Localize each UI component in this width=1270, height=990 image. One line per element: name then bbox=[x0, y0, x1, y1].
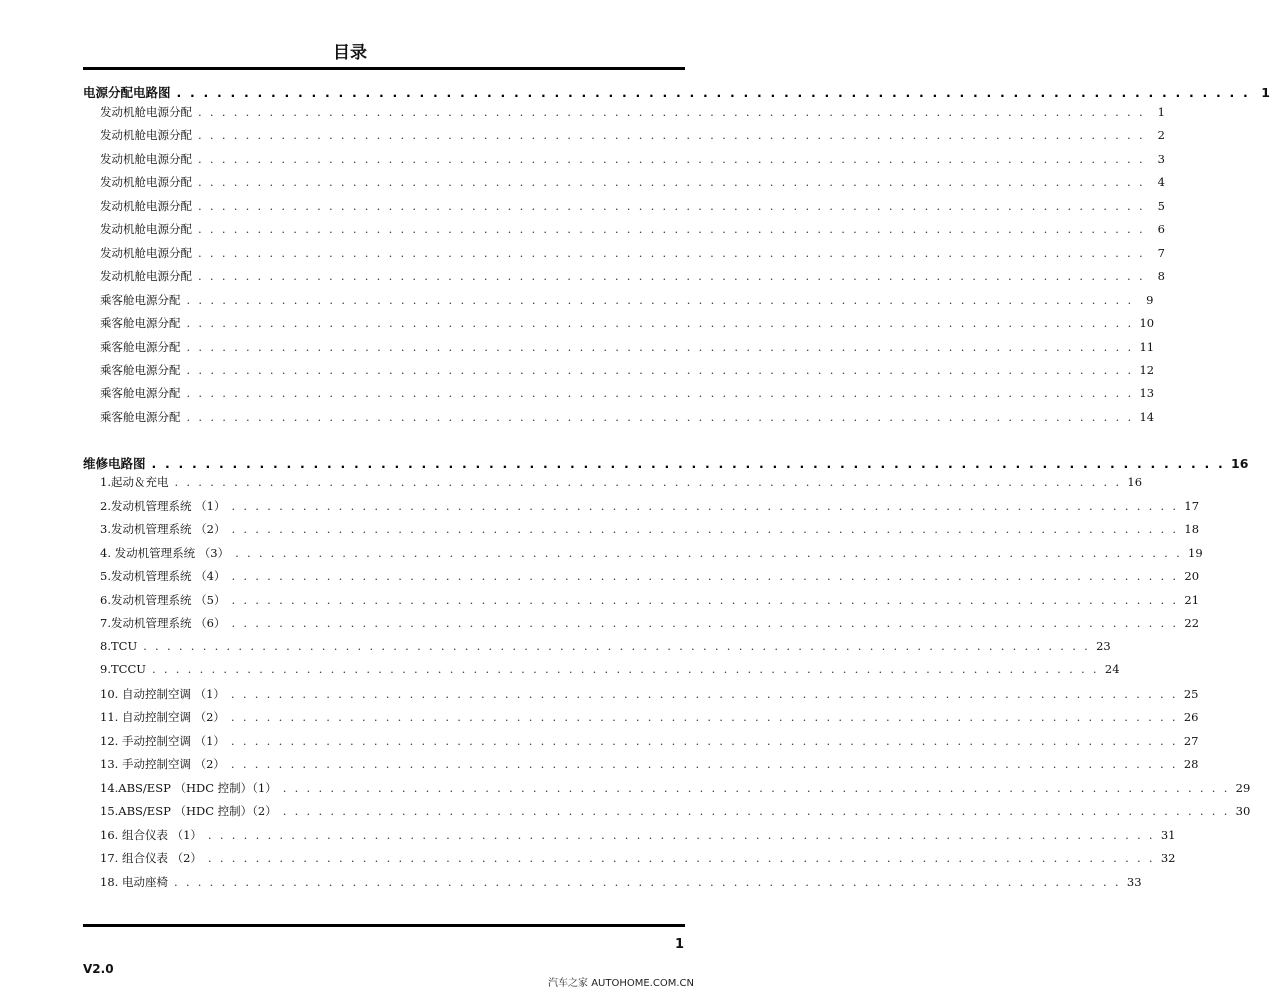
entry-title: 18. 电动座椅 bbox=[100, 874, 168, 889]
toc-entry[interactable] bbox=[100, 498, 1200, 514]
entry-title: 发动机舱电源分配 bbox=[100, 222, 192, 237]
dot-leader: . . . . . . . . . . . . . . . . . . . . . . . . . . . . . . . . . . . . . . . . . . . . . . . . . . . . . . . . . . . . . . . . . . . . . . . . . . . . . . . . bbox=[230, 757, 1178, 771]
entry-page-number: 31 bbox=[1160, 827, 1176, 842]
entry-page-number: 7 bbox=[1157, 245, 1165, 260]
toc-entry[interactable] bbox=[100, 292, 1154, 308]
entry-page-number: 19 bbox=[1188, 545, 1203, 560]
dot-leader: . . . . . . . . . . . . . . . . . . . . . . . . . . . . . . . . . . . . . . . . . . . . . . . . . . . . . . . . . . . . . . . . . . . . . . . . . . . . . . . . bbox=[173, 874, 1121, 889]
dot-leader: . . . . . . . . . . . . . . . . . . . . . . . . . . . . . . . . . . . . . . . . . . . . . . . . . . . . . . . . . . . . . . . . . . . . . . . . . . . . . . . . bbox=[231, 569, 1179, 583]
toc-entry[interactable] bbox=[100, 662, 1120, 676]
dot-leader: . . . . . . . . . . . . . . . . . . . . . . . . . . . . . . . . . . . . . . . . . . . . . . . . . . . . . . . . . . . . . . . . . . . . . . . . . . . . . . . . bbox=[186, 386, 1134, 401]
dot-leader: . . . . . . . . . . . . . . . . . . . . . . . . . . . . . . . . . . . . . . . . . . . . . . . . . . . . . . . . . . . . . . . . . . . . . . . . . . . . . . . . bbox=[198, 151, 1145, 166]
entry-title: 发动机舱电源分配 bbox=[100, 198, 192, 213]
dot-leader: . . . . . . . . . . . . . . . . . . . . . . . . . . . . . . . . . . . . . . . . . . . . . . . . . . . . . . . . . . . . . . . . . . . . . . . . . . . . . . . . bbox=[198, 269, 1145, 284]
dot-leader: . . . . . . . . . . . . . . . . . . . . . . . . . . . . . . . . . . . . . . . . . . . . . . . . . . . . . . . . . . . . . . . . . . . . . . . . . . . . . . . . bbox=[198, 198, 1145, 213]
entry-page-number: 9 bbox=[1146, 292, 1154, 307]
entry-page-number: 21 bbox=[1184, 592, 1200, 607]
entry-title: 发动机舱电源分配 bbox=[100, 269, 192, 284]
entry-page-number: 23 bbox=[1096, 638, 1111, 653]
toc-entry[interactable] bbox=[100, 221, 1165, 237]
entry-page-number: 4 bbox=[1157, 175, 1165, 190]
entry-page-number: 22 bbox=[1184, 616, 1200, 630]
dot-leader: . . . . . . . . . . . . . . . . . . . . . . . . . . . . . . . . . . . . . . . . . . . . . . . . . . . . . . . . . . . . . . . . . . . . . . . . . . . . . . . . bbox=[176, 85, 1250, 100]
toc-entry[interactable] bbox=[100, 268, 1165, 284]
toc-entry[interactable] bbox=[100, 827, 1176, 843]
toc-entry[interactable] bbox=[100, 104, 1165, 120]
toc-entry[interactable] bbox=[100, 362, 1155, 378]
section-title: 电源分配电路图 bbox=[83, 85, 171, 100]
entry-page-number: 30 bbox=[1235, 804, 1251, 818]
entry-page-number: 13 bbox=[1139, 386, 1155, 401]
entry-title: 3.发动机管理系统 （2） bbox=[100, 522, 226, 536]
entry-title: 乘客舱电源分配 bbox=[100, 409, 181, 424]
toc-entry[interactable] bbox=[100, 756, 1199, 772]
page-title: 目录 bbox=[333, 43, 367, 63]
top-divider bbox=[83, 67, 685, 70]
toc-entry[interactable] bbox=[100, 521, 1200, 537]
dot-leader: . . . . . . . . . . . . . . . . . . . . . . . . . . . . . . . . . . . . . . . . . . . . . . . . . . . . . . . . . . . . . . . . . . . . . . . . . . . . . . . . bbox=[198, 175, 1145, 190]
entry-title: 10. 自动控制空调 （1） bbox=[100, 686, 225, 701]
toc-entry[interactable] bbox=[100, 592, 1200, 608]
entry-page-number: 24 bbox=[1104, 662, 1120, 676]
entry-title: 发动机舱电源分配 bbox=[100, 151, 192, 166]
section-title: 维修电路图 bbox=[83, 456, 146, 471]
dot-leader: . . . . . . . . . . . . . . . . . . . . . . . . . . . . . . . . . . . . . . . . . . . . . . . . . . . . . . . . . . . . . . . . . . . . . . . . . . . . . . . . bbox=[231, 498, 1179, 513]
entry-page-number: 17 bbox=[1184, 498, 1200, 513]
bottom-divider bbox=[83, 924, 685, 927]
dot-leader: . . . . . . . . . . . . . . . . . . . . . . . . . . . . . . . . . . . . . . . . . . . . . . . . . . . . . . . . . . . . . . . . . . . . . . . . . . . . . . . . bbox=[282, 780, 1230, 795]
dot-leader: . . . . . . . . . . . . . . . . . . . . . . . . . . . . . . . . . . . . . . . . . . . . . . . . . . . . . . . . . . . . . . . . . . . . . . . . . . . . . . . . bbox=[151, 456, 1225, 471]
toc-entry[interactable] bbox=[100, 339, 1155, 355]
entry-page-number: 27 bbox=[1183, 733, 1199, 748]
dot-leader: . . . . . . . . . . . . . . . . . . . . . . . . . . . . . . . . . . . . . . . . . . . . . . . . . . . . . . . . . . . . . . . . . . . . . . . . . . . . . . . . bbox=[186, 316, 1134, 331]
dot-leader: . . . . . . . . . . . . . . . . . . . . . . . . . . . . . . . . . . . . . . . . . . . . . . . . . . . . . . . . . . . . . . . . . . . . . . . . . . . . . . . . bbox=[207, 851, 1155, 865]
entry-title: 6.发动机管理系统 （5） bbox=[100, 592, 226, 607]
entry-title: 4. 发动机管理系统 （3） bbox=[100, 545, 230, 560]
entry-title: 2.发动机管理系统 （1） bbox=[100, 498, 226, 513]
toc-entry[interactable] bbox=[100, 709, 1199, 725]
entry-title: 11. 自动控制空调 （2） bbox=[100, 710, 225, 724]
entry-title: 9.TCCU bbox=[100, 662, 146, 676]
toc-entry[interactable] bbox=[100, 474, 1143, 490]
entry-page-number: 11 bbox=[1139, 339, 1155, 354]
entry-page-number: 28 bbox=[1183, 757, 1199, 771]
entry-title: 乘客舱电源分配 bbox=[100, 292, 181, 307]
dot-leader: . . . . . . . . . . . . . . . . . . . . . . . . . . . . . . . . . . . . . . . . . . . . . . . . . . . . . . . . . . . . . . . . . . . . . . . . . . . . . . . . bbox=[186, 339, 1134, 354]
entry-title: 发动机舱电源分配 bbox=[100, 175, 192, 190]
entry-page-number: 10 bbox=[1139, 316, 1155, 331]
toc-entry[interactable] bbox=[100, 568, 1200, 584]
dot-leader: . . . . . . . . . . . . . . . . . . . . . . . . . . . . . . . . . . . . . . . . . . . . . . . . . . . . . . . . . . . . . . . . . . . . . . . . . . . . . . . . bbox=[198, 105, 1145, 119]
entry-title: 发动机舱电源分配 bbox=[100, 105, 192, 119]
dot-leader: . . . . . . . . . . . . . . . . . . . . . . . . . . . . . . . . . . . . . . . . . . . . . . . . . . . . . . . . . . . . . . . . . . . . . . . . . . . . . . . . bbox=[207, 827, 1155, 842]
toc-entry[interactable] bbox=[100, 245, 1165, 261]
entry-title: 14.ABS/ESP （HDC 控制）（1） bbox=[100, 780, 277, 795]
entry-page-number: 33 bbox=[1126, 874, 1142, 889]
toc-entry[interactable] bbox=[100, 545, 1203, 561]
entry-page-number: 1 bbox=[1157, 105, 1165, 119]
entry-title: 乘客舱电源分配 bbox=[100, 362, 181, 377]
entry-page-number: 8 bbox=[1157, 269, 1165, 284]
toc-entry[interactable] bbox=[100, 615, 1200, 631]
entry-title: 15.ABS/ESP （HDC 控制）（2） bbox=[100, 804, 277, 818]
entry-title: 1.起动＆充电 bbox=[100, 475, 169, 489]
dot-leader: . . . . . . . . . . . . . . . . . . . . . . . . . . . . . . . . . . . . . . . . . . . . . . . . . . . . . . . . . . . . . . . . . . . . . . . . . . . . . . . . bbox=[231, 592, 1179, 607]
dot-leader: . . . . . . . . . . . . . . . . . . . . . . . . . . . . . . . . . . . . . . . . . . . . . . . . . . . . . . . . . . . . . . . . . . . . . . . . . . . . . . . . bbox=[282, 804, 1230, 818]
entry-page-number: 29 bbox=[1235, 780, 1251, 795]
dot-leader: . . . . . . . . . . . . . . . . . . . . . . . . . . . . . . . . . . . . . . . . . . . . . . . . . . . . . . . . . . . . . . . . . . . . . . . . . . . . . . . . bbox=[231, 616, 1179, 630]
entry-title: 发动机舱电源分配 bbox=[100, 245, 192, 260]
entry-title: 13. 手动控制空调 （2） bbox=[100, 757, 225, 771]
dot-leader: . . . . . . . . . . . . . . . . . . . . . . . . . . . . . . . . . . . . . . . . . . . . . . . . . . . . . . . . . . . . . . . . . . . . . . . . . . . . . . . . bbox=[198, 222, 1145, 237]
toc-entry[interactable] bbox=[100, 151, 1165, 167]
dot-leader: . . . . . . . . . . . . . . . . . . . . . . . . . . . . . . . . . . . . . . . . . . . . . . . . . . . . . . . . . . . . . . . . . . . . . . . . . . . . . . . . bbox=[186, 362, 1134, 377]
entry-page-number: 3 bbox=[1157, 151, 1165, 166]
entry-title: 16. 组合仪表 （1） bbox=[100, 827, 202, 842]
dot-leader: . . . . . . . . . . . . . . . . . . . . . . . . . . . . . . . . . . . . . . . . . . . . . . . . . . . . . . . . . . . . . . . . . . . . . . . . . . . . . . . . bbox=[151, 662, 1099, 676]
toc-entry[interactable] bbox=[100, 686, 1199, 702]
toc-entry[interactable] bbox=[100, 874, 1142, 890]
dot-leader: . . . . . . . . . . . . . . . . . . . . . . . . . . . . . . . . . . . . . . . . . . . . . . . . . . . . . . . . . . . . . . . . . . . . . . . . . . . . . . . . bbox=[186, 292, 1134, 307]
entry-page-number: 26 bbox=[1183, 710, 1199, 724]
watermark-text: 汽车之家 AUTOHOME.COM.CN bbox=[548, 978, 694, 989]
dot-leader: . . . . . . . . . . . . . . . . . . . . . . . . . . . . . . . . . . . . . . . . . . . . . . . . . . . . . . . . . . . . . . . . . . . . . . . . . . . . . . . . bbox=[186, 409, 1134, 424]
dot-leader: . . . . . . . . . . . . . . . . . . . . . . . . . . . . . . . . . . . . . . . . . . . . . . . . . . . . . . . . . . . . . . . . . . . . . . . . . . . . . . . . bbox=[143, 638, 1091, 653]
version-label: V2.0 bbox=[83, 962, 114, 976]
toc-entry[interactable] bbox=[100, 850, 1176, 866]
dot-leader: . . . . . . . . . . . . . . . . . . . . . . . . . . . . . . . . . . . . . . . . . . . . . . . . . . . . . . . . . . . . . . . . . . . . . . . . . . . . . . . . bbox=[235, 545, 1183, 560]
dot-leader: . . . . . . . . . . . . . . . . . . . . . . . . . . . . . . . . . . . . . . . . . . . . . . . . . . . . . . . . . . . . . . . . . . . . . . . . . . . . . . . . bbox=[198, 245, 1145, 260]
entry-title: 乘客舱电源分配 bbox=[100, 339, 181, 354]
dot-leader: . . . . . . . . . . . . . . . . . . . . . . . . . . . . . . . . . . . . . . . . . . . . . . . . . . . . . . . . . . . . . . . . . . . . . . . . . . . . . . . . bbox=[230, 686, 1178, 701]
dot-leader: . . . . . . . . . . . . . . . . . . . . . . . . . . . . . . . . . . . . . . . . . . . . . . . . . . . . . . . . . . . . . . . . . . . . . . . . . . . . . . . . bbox=[231, 522, 1179, 536]
toc-section-heading[interactable] bbox=[83, 454, 1249, 472]
dot-leader: . . . . . . . . . . . . . . . . . . . . . . . . . . . . . . . . . . . . . . . . . . . . . . . . . . . . . . . . . . . . . . . . . . . . . . . . . . . . . . . . bbox=[230, 733, 1178, 748]
entry-page-number: 16 bbox=[1127, 475, 1143, 489]
entry-title: 乘客舱电源分配 bbox=[100, 386, 181, 401]
entry-page-number: 18 bbox=[1184, 522, 1200, 536]
toc-entry[interactable] bbox=[100, 733, 1199, 749]
entry-page-number: 14 bbox=[1139, 409, 1155, 424]
section-page-number: 1 bbox=[1261, 85, 1270, 100]
entry-page-number: 6 bbox=[1157, 222, 1165, 237]
entry-title: 发动机舱电源分配 bbox=[100, 128, 192, 143]
toc-entry[interactable] bbox=[100, 803, 1251, 819]
entry-title: 12. 手动控制空调 （1） bbox=[100, 733, 225, 748]
entry-page-number: 2 bbox=[1157, 128, 1165, 143]
entry-title: 17. 组合仪表 （2） bbox=[100, 851, 202, 865]
toc-entry[interactable] bbox=[100, 638, 1111, 653]
dot-leader: . . . . . . . . . . . . . . . . . . . . . . . . . . . . . . . . . . . . . . . . . . . . . . . . . . . . . . . . . . . . . . . . . . . . . . . . . . . . . . . . bbox=[198, 128, 1145, 143]
toc-entry[interactable] bbox=[100, 127, 1165, 143]
entry-page-number: 12 bbox=[1139, 362, 1155, 377]
entry-page-number: 5 bbox=[1157, 198, 1165, 213]
toc-entry[interactable] bbox=[100, 198, 1165, 214]
toc-entry[interactable] bbox=[100, 174, 1165, 190]
entry-title: 7.发动机管理系统 （6） bbox=[100, 616, 226, 630]
toc-entry[interactable] bbox=[100, 409, 1155, 425]
footer-page-number: 1 bbox=[674, 937, 684, 952]
toc-entry[interactable] bbox=[100, 780, 1251, 796]
entry-title: 乘客舱电源分配 bbox=[100, 316, 181, 331]
entry-page-number: 20 bbox=[1184, 569, 1200, 583]
toc-entry[interactable] bbox=[100, 315, 1155, 331]
entry-page-number: 25 bbox=[1183, 686, 1199, 701]
section-page-number: 16 bbox=[1231, 456, 1249, 471]
toc-entry[interactable] bbox=[100, 385, 1155, 401]
entry-page-number: 32 bbox=[1160, 851, 1176, 865]
dot-leader: . . . . . . . . . . . . . . . . . . . . . . . . . . . . . . . . . . . . . . . . . . . . . . . . . . . . . . . . . . . . . . . . . . . . . . . . . . . . . . . . bbox=[230, 710, 1178, 724]
dot-leader: . . . . . . . . . . . . . . . . . . . . . . . . . . . . . . . . . . . . . . . . . . . . . . . . . . . . . . . . . . . . . . . . . . . . . . . . . . . . . . . . bbox=[174, 475, 1122, 489]
toc-section-heading[interactable] bbox=[83, 83, 1270, 101]
entry-title: 8.TCU bbox=[100, 638, 138, 653]
entry-title: 5.发动机管理系统 （4） bbox=[100, 569, 226, 583]
